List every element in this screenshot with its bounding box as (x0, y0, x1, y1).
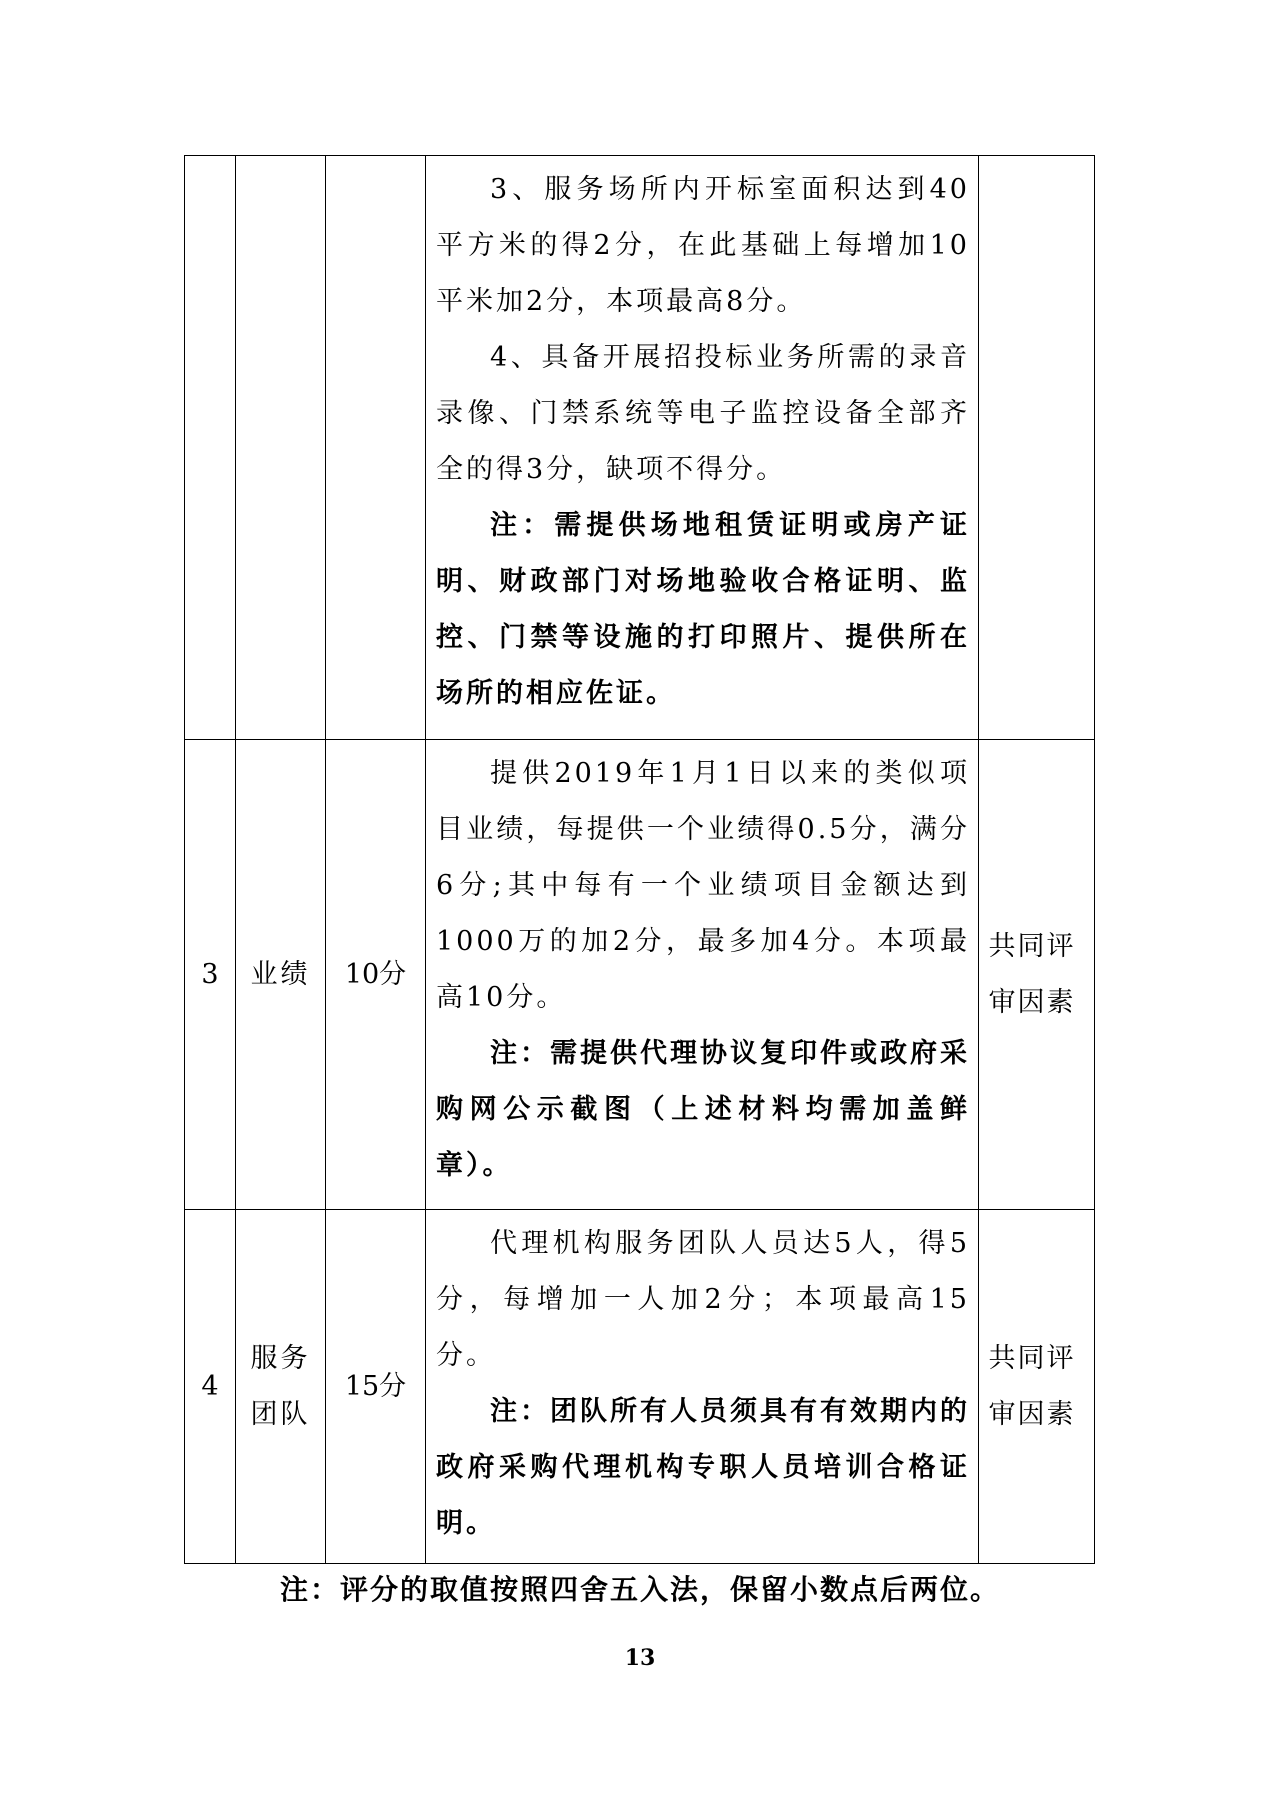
table-row (185, 1210, 1095, 1564)
row-number-cell: 3 (185, 740, 236, 1210)
item-name-cell (236, 156, 326, 740)
criteria-cell (426, 1210, 979, 1564)
factor-type-cell (979, 740, 1095, 1210)
criteria-paragraph: 4、具备开展招投标业务所需的录音录像、门禁系统等电子监控设备全部齐全的得3分，缺项不得分。 (436, 342, 970, 485)
factor-type-cell (979, 1210, 1095, 1564)
page-number: 13 (624, 1645, 656, 1671)
row-number-cell (185, 156, 236, 740)
item-name-text: 服务团队 (250, 1342, 311, 1430)
criteria-note: 注：需提供代理协议复印件或政府采购网公示截图（上述材料均需加盖鲜章）。 (436, 1038, 970, 1181)
scoring-table (184, 155, 1095, 1564)
score-cell: 10分 (326, 740, 426, 1210)
row-number-cell: 4 (185, 1210, 236, 1564)
criteria-note: 注：需提供场地租赁证明或房产证明、财政部门对场地验收合格证明、监控、门禁等设施的打印照片、提供所在场所的相应佐证。 (436, 510, 970, 709)
criteria-paragraph: 代理机构服务团队人员达5人，得5分，每增加一人加2分；本项最高15分。 (436, 1228, 970, 1371)
table-row (185, 156, 1095, 740)
score-cell: 15分 (326, 1210, 426, 1564)
factor-type-text: 共同评审因素 (988, 1342, 1076, 1430)
criteria-cell (426, 740, 979, 1210)
criteria-paragraph: 提供2019年1月1日以来的类似项目业绩，每提供一个业绩得0.5分，满分6分;其中每有一个业绩项目金额达到1000万的加2分，最多加4分。本项最高10分。 (436, 758, 970, 1013)
factor-type-cell (979, 156, 1095, 740)
factor-type-text: 共同评审因素 (988, 930, 1076, 1018)
score-cell (326, 156, 426, 740)
item-name-cell (236, 740, 326, 1210)
rounding-footnote: 注：评分的取值按照四舍五入法，保留小数点后两位。 (279, 1573, 1000, 1606)
criteria-paragraph: 3、服务场所内开标室面积达到40平方米的得2分，在此基础上每增加10平米加2分，本项最高8分。 (436, 174, 970, 317)
item-name-text: 业绩 (250, 958, 311, 990)
criteria-cell (426, 156, 979, 740)
table-row (185, 740, 1095, 1210)
criteria-note: 注：团队所有人员须具有有效期内的政府采购代理机构专职人员培训合格证明。 (436, 1396, 970, 1539)
item-name-cell (236, 1210, 326, 1564)
